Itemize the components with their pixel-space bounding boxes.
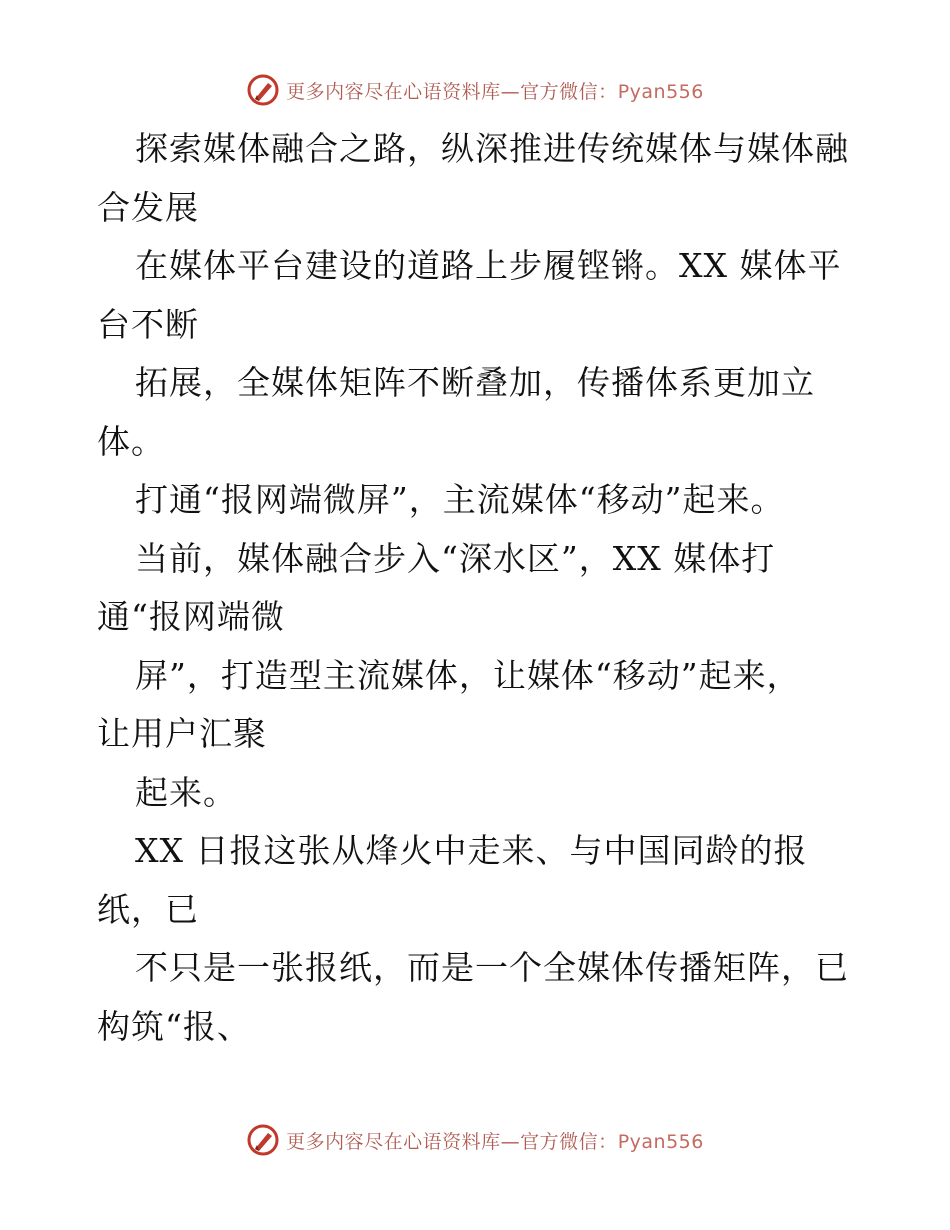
body-line: 纸，已 (97, 889, 199, 929)
body-line: 体。 (97, 421, 165, 461)
body-line: 通“报网端微 (97, 597, 285, 636)
body-line: 探索媒体融合之路，纵深推进传统媒体与媒体融 (135, 129, 849, 168)
header-banner-text (286, 77, 704, 104)
body-line: XX 日报这张从烽火中走来、与中国同龄的报 (135, 831, 808, 870)
body-line: 在媒体平台建设的道路上步履铿锵。XX 媒体平 (135, 246, 842, 285)
footer-banner-text (286, 1127, 704, 1154)
pen-logo-icon (246, 73, 280, 107)
body-line: 打通“报网端微屏”，主流媒体“移动”起来。 (135, 480, 785, 519)
header-brand-text: 更多内容尽在心语资料库 (286, 80, 501, 103)
footer-wechat-id: Pyan556 (617, 1130, 704, 1153)
body-line: 拓展，全媒体矩阵不断叠加，传播体系更加立 (135, 363, 815, 402)
footer-wechat-label: 官方微信： (520, 1130, 618, 1153)
header-banner (0, 70, 950, 110)
header-wechat-id: Pyan556 (617, 80, 704, 103)
body-line: 合发展 (97, 187, 199, 227)
body-line: 起来。 (135, 772, 237, 812)
footer-dash: — (500, 1130, 521, 1153)
article-body (97, 120, 857, 1056)
body-line: 构筑“报、 (97, 1006, 251, 1046)
header-wechat-label: 官方微信： (520, 80, 618, 103)
footer-banner (0, 1120, 950, 1160)
body-line: 屏”，打造型主流媒体，让媒体“移动”起来， (135, 655, 801, 695)
body-line: 不只是一张报纸，而是一个全媒体传播矩阵，已 (135, 948, 849, 987)
footer-brand-text: 更多内容尽在心语资料库 (286, 1130, 501, 1153)
body-line: 台不断 (97, 304, 199, 344)
body-line: 当前，媒体融合步入“深水区”，XX 媒体打 (135, 538, 776, 578)
header-dash: — (500, 80, 521, 103)
pen-logo-icon (246, 1123, 280, 1157)
body-line: 让用户汇聚 (97, 714, 267, 753)
